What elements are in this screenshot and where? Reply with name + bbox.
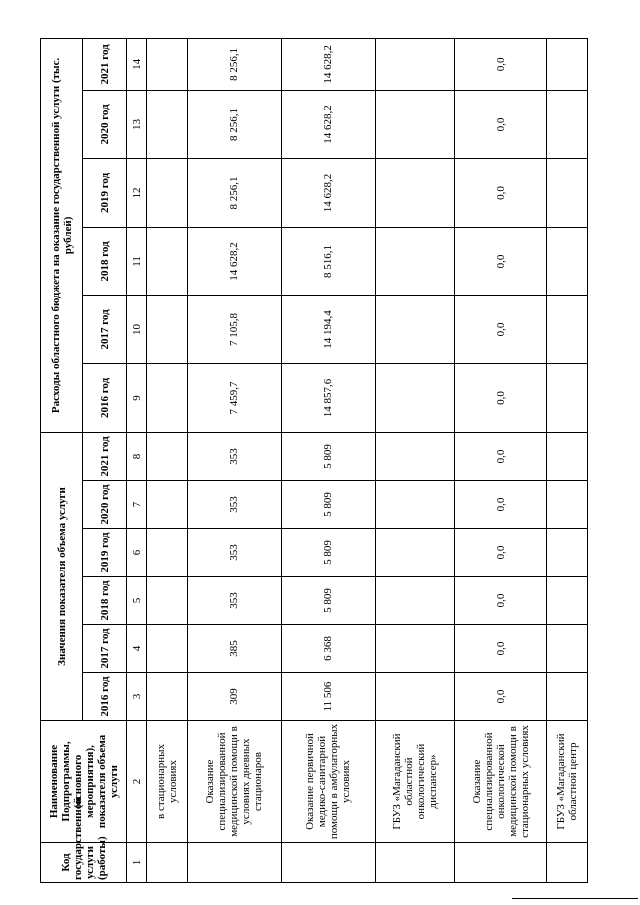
column-number: 9 [127,363,147,432]
volume-value-cell [547,432,588,480]
table-row [547,38,588,882]
volume-value-cell: 353 [187,481,281,529]
budget-table [40,38,588,883]
budget-value-cell [375,363,455,432]
budget-value-cell: 7 105,8 [187,295,281,363]
budget-value-cell: 0,0 [455,363,547,432]
header-code: Код государственной услуги (работы) [41,843,127,883]
service-code-cell [547,843,588,883]
service-name-cell: Оказание специализированной медицинской помощи в условиях дневных стационаров [187,721,281,843]
budget-value-cell: 14 628,2 [281,38,375,90]
column-number: 13 [127,90,147,158]
budget-value-cell: 14 194,4 [281,295,375,363]
volume-value-cell [547,673,588,721]
budget-value-cell: 0,0 [455,227,547,295]
volume-value-cell: 5 809 [281,577,375,625]
service-name-cell: в стационарных условиях [147,721,188,843]
volume-value-cell [547,529,588,577]
budget-value-cell [547,227,588,295]
footer-rule [512,898,638,899]
budget-value-cell: 0,0 [455,90,547,158]
volume-value-cell: 353 [187,432,281,480]
budget-year-header: 2018 год [83,227,127,295]
budget-value-cell [147,227,188,295]
budget-value-cell: 14 628,2 [281,90,375,158]
service-code-cell [147,843,188,883]
table-row [375,38,455,882]
volume-value-cell: 0,0 [455,625,547,673]
budget-value-cell: 8 256,1 [187,38,281,90]
rotated-page [40,41,588,883]
column-number: 3 [127,673,147,721]
volume-value-cell: 0,0 [455,481,547,529]
budget-value-cell [547,158,588,227]
budget-value-cell: 8 256,1 [187,158,281,227]
volume-value-cell [375,673,455,721]
budget-year-header: 2019 год [83,158,127,227]
table-row [187,38,281,882]
column-number: 1 [127,843,147,883]
budget-value-cell [375,295,455,363]
volume-value-cell: 353 [187,577,281,625]
budget-value-cell [147,90,188,158]
service-name-cell: ГБУЗ «Магаданский областной онкологический диспансер» [375,721,455,843]
column-number: 11 [127,227,147,295]
service-name-cell: Оказание первичной медико-санитарной помощи в амбулаторных условиях [281,721,375,843]
volume-value-cell [375,577,455,625]
service-name-cell: Оказание специализированной онкологической медицинской помощи в стационарных условиях [455,721,547,843]
volume-value-cell [147,481,188,529]
volume-value-cell: 0,0 [455,673,547,721]
volume-value-cell [375,481,455,529]
volume-value-cell: 0,0 [455,577,547,625]
volume-value-cell: 5 809 [281,481,375,529]
budget-value-cell: 8 256,1 [187,90,281,158]
table-row [281,38,375,882]
volume-year-header: 2016 год [83,673,127,721]
table-row [455,38,547,882]
volume-value-cell [547,481,588,529]
budget-value-cell: 7 459,7 [187,363,281,432]
column-number: 7 [127,481,147,529]
budget-value-cell: 14 628,2 [281,158,375,227]
column-number-row [127,38,147,882]
service-code-cell [187,843,281,883]
header-name: Наименование Подпрограммы, (основного мероприятия), показателя объема услуги [41,721,127,843]
header-budget-group: Расходы областного бюджета на оказание государственной услуги (тыс. рублей) [41,38,83,432]
volume-value-cell: 309 [187,673,281,721]
volume-value-cell [375,529,455,577]
volume-value-cell [375,625,455,673]
budget-value-cell [375,90,455,158]
volume-value-cell: 0,0 [455,432,547,480]
volume-value-cell: 5 809 [281,529,375,577]
column-number: 2 [127,721,147,843]
volume-value-cell [147,577,188,625]
column-number: 12 [127,158,147,227]
budget-value-cell [147,158,188,227]
volume-year-header: 2019 год [83,529,127,577]
budget-value-cell [547,38,588,90]
volume-year-header: 2021 год [83,432,127,480]
budget-value-cell: 0,0 [455,38,547,90]
volume-value-cell: 353 [187,529,281,577]
service-code-cell [375,843,455,883]
budget-value-cell [375,158,455,227]
budget-year-header: 2017 год [83,295,127,363]
column-number: 8 [127,432,147,480]
header-volume-group: Значения показателя объема услуги [41,432,83,720]
budget-year-header: 2020 год [83,90,127,158]
budget-year-header: 2021 год [83,38,127,90]
budget-value-cell [547,295,588,363]
volume-value-cell [147,673,188,721]
budget-value-cell: 8 516,1 [281,227,375,295]
budget-year-header: 2016 год [83,363,127,432]
volume-value-cell [147,529,188,577]
service-name-cell: ГБУЗ «Магаданский областной центр [547,721,588,843]
budget-value-cell: 14 628,2 [187,227,281,295]
volume-value-cell: 6 368 [281,625,375,673]
volume-value-cell [147,432,188,480]
volume-value-cell: 11 506 [281,673,375,721]
column-number: 14 [127,38,147,90]
column-number: 5 [127,577,147,625]
volume-value-cell: 0,0 [455,529,547,577]
budget-value-cell [147,363,188,432]
volume-year-header: 2018 год [83,577,127,625]
volume-year-header: 2020 год [83,481,127,529]
column-number: 4 [127,625,147,673]
table-row [147,38,188,882]
volume-value-cell: 385 [187,625,281,673]
budget-value-cell [147,295,188,363]
column-number: 10 [127,295,147,363]
table-body [147,38,588,882]
volume-value-cell [547,625,588,673]
budget-value-cell: 0,0 [455,295,547,363]
volume-value-cell [547,577,588,625]
volume-value-cell [375,432,455,480]
volume-year-header: 2017 год [83,625,127,673]
service-code-cell [281,843,375,883]
budget-value-cell [375,38,455,90]
volume-value-cell: 5 809 [281,432,375,480]
budget-value-cell [547,363,588,432]
budget-value-cell [375,227,455,295]
service-code-cell [455,843,547,883]
budget-value-cell: 0,0 [455,158,547,227]
budget-value-cell [147,38,188,90]
volume-value-cell [147,625,188,673]
budget-value-cell [547,90,588,158]
budget-value-cell: 14 857,6 [281,363,375,432]
column-number: 6 [127,529,147,577]
